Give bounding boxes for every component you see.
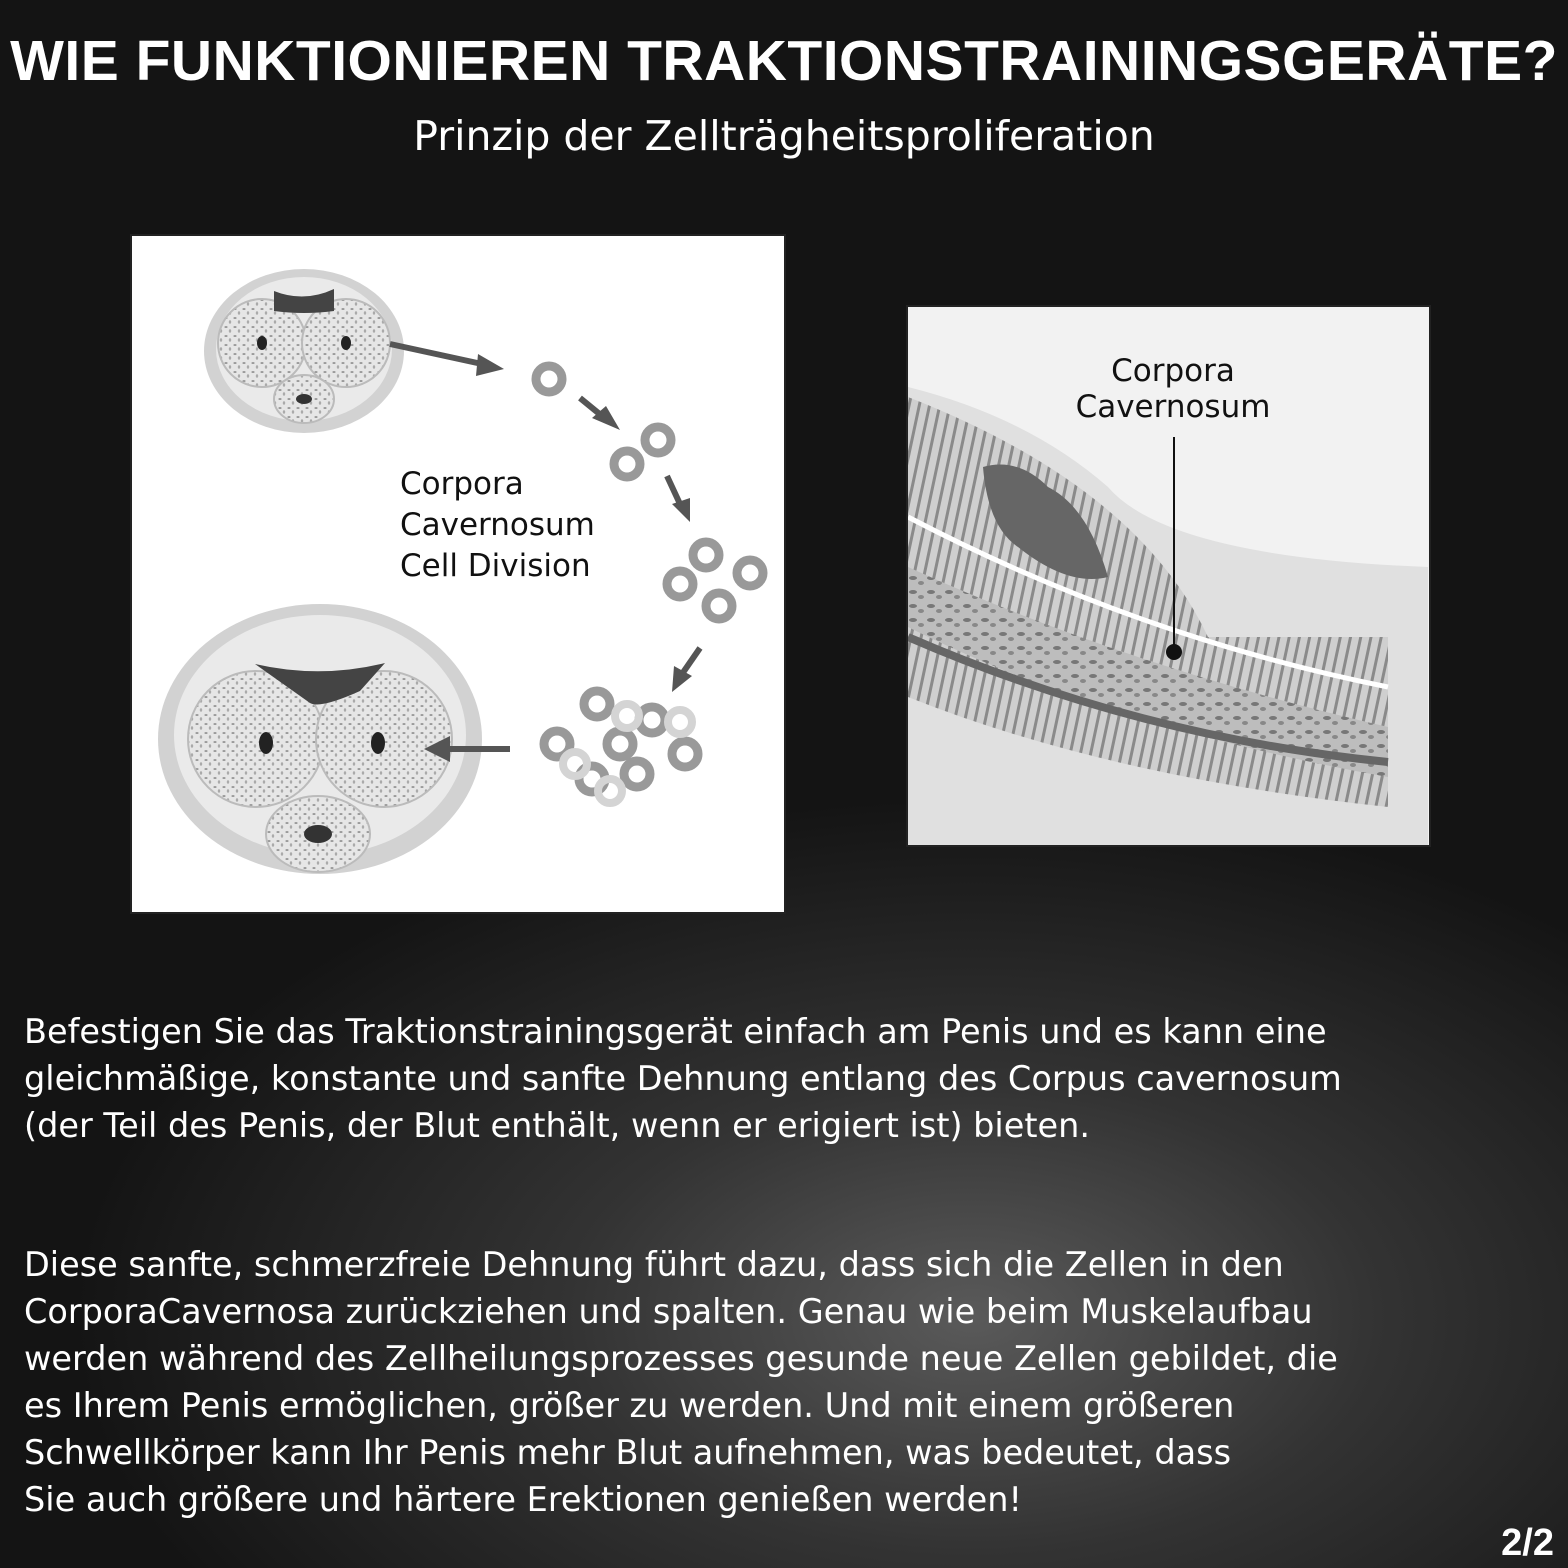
page-subtitle: Prinzip der Zellträgheitsproliferation xyxy=(413,112,1155,160)
small-cross-section xyxy=(204,269,404,433)
label-line-1: Corpora xyxy=(1111,353,1235,389)
page-title: WIE FUNKTIONIEREN TRAKTIONSTRAININGSGERÄTE? xyxy=(10,29,1558,93)
corpora-cavernosum-label xyxy=(1038,353,1308,425)
page-indicator: 2/2 xyxy=(1501,1522,1554,1564)
label-line-2: Cavernosum xyxy=(400,507,595,543)
large-cross-section xyxy=(158,604,482,874)
label-line-3: Cell Division xyxy=(400,548,591,584)
label-line-2: Cavernosum xyxy=(1075,389,1271,425)
cell-division-illustration xyxy=(130,234,786,914)
label-line-1: Corpora xyxy=(400,466,524,502)
body-paragraph-2: Diese sanfte, schmerzfreie Dehnung führt dazu, dass sich die Zellen in den CorporaCavernosa zurückziehen und spalten. Genau wie beim Muskelaufbau werden während des Zellheilungsprozesses gesunde neue Zellen gebildet, die es Ihrem Penis ermöglichen, größer zu werden. Und mit einem größeren Schwellkörper kann Ihr Penis mehr Blut aufnehmen, was bedeutet, dass Sie auch größere und härtere Erektionen genießen werden! xyxy=(24,1245,1338,1519)
body-paragraph-1: Befestigen Sie das Traktionstrainingsgerät einfach am Penis und es kann eine gleichmäßige, konstante und sanfte Dehnung entlang des Corpus cavernosum (der Teil des Penis, der Blut enthält, wenn er erigiert ist) bieten. xyxy=(24,1012,1342,1145)
corpora-cavernosum-illustration xyxy=(906,305,1431,847)
cell-division-label xyxy=(400,464,595,587)
